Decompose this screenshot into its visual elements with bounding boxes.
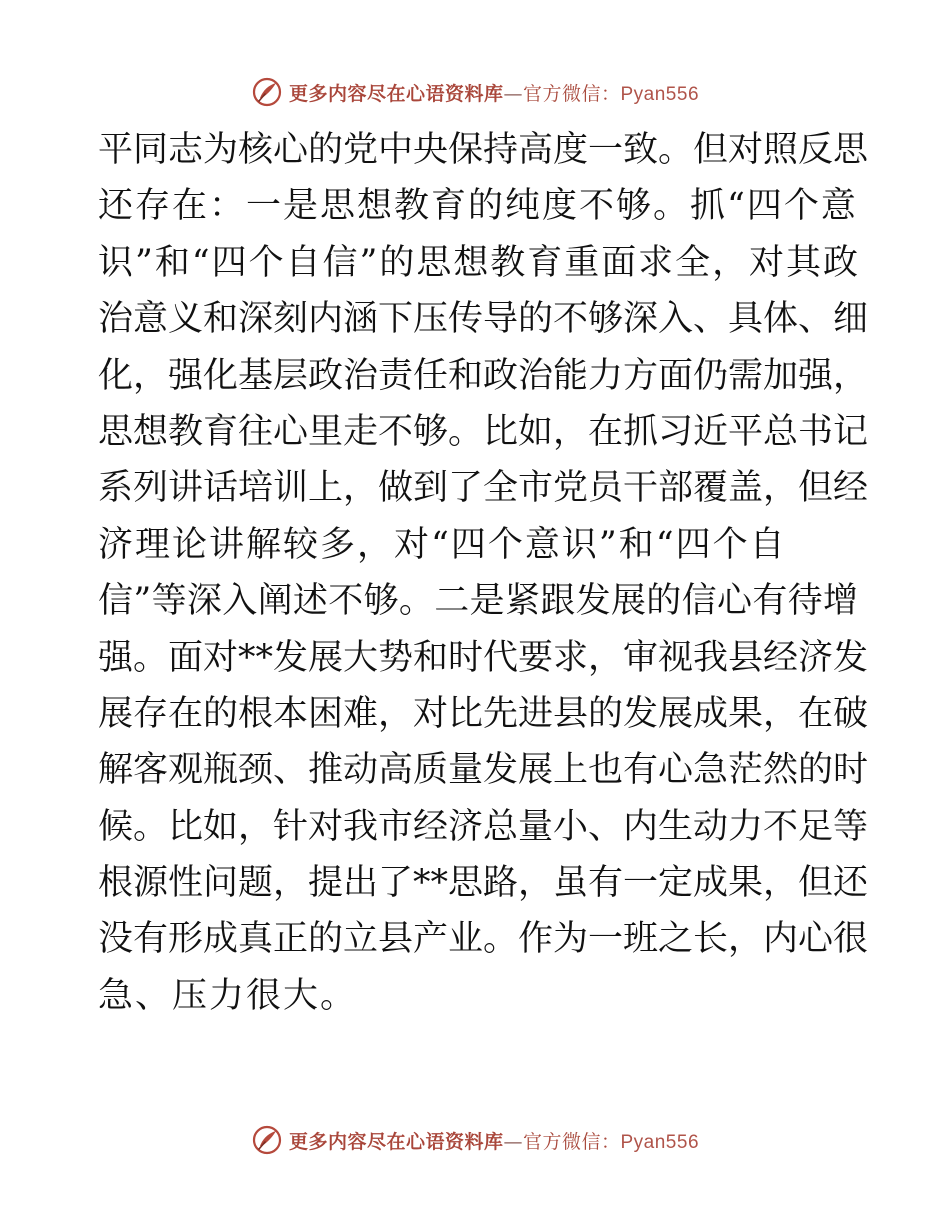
text-line: 根源性问题，提出了**思路，虽有一定成果，但还: [98, 863, 869, 904]
watermark-dash: —: [503, 82, 523, 105]
text-line: 展存在的根本困难，对比先进县的发展成果，在破: [98, 693, 869, 734]
footer-watermark: [0, 1120, 950, 1160]
text-line: 强。面对**发展大势和时代要求，审视我县经济发: [98, 637, 869, 678]
feather-pen-logo-icon: [251, 1124, 283, 1156]
text-line: 治意义和深刻内涵下压传导的不够深入、具体、细: [98, 299, 869, 340]
text-line: 急、压力很大。: [98, 975, 358, 1016]
watermark-dash: —: [503, 1130, 523, 1153]
text-line: 思想教育往心里走不够。比如，在抓习近平总书记: [98, 411, 869, 452]
watermark-text: [289, 1127, 699, 1154]
text-line: 候。比如，针对我市经济总量小、内生动力不足等: [98, 806, 869, 847]
text-line: 解客观瓶颈、推动高质量发展上也有心急茫然的时: [98, 750, 869, 791]
watermark-prefix: 更多内容尽在心语资料库: [288, 82, 504, 105]
watermark-text: [289, 79, 699, 106]
document-body: [98, 122, 869, 1024]
text-line: 信”等深入阐述不够。二是紧跟发展的信心有待增: [98, 581, 858, 622]
header-watermark: [0, 72, 950, 112]
watermark-prefix: 更多内容尽在心语资料库: [288, 1130, 504, 1153]
watermark-wechat-id: Pyan556: [620, 83, 700, 105]
text-line: 系列讲话培训上，做到了全市党员干部覆盖，但经: [98, 468, 869, 509]
text-line: 济理论讲解较多，对“四个意识”和“四个自: [98, 524, 787, 565]
watermark-label: 官方微信：: [522, 1130, 621, 1153]
text-line: 没有形成真正的立县产业。作为一班之长，内心很: [98, 919, 869, 960]
text-line: 识”和“四个自信”的思想教育重面求全，对其政: [98, 242, 858, 283]
feather-pen-logo-icon: [251, 76, 283, 108]
watermark-label: 官方微信：: [522, 82, 621, 105]
text-line: 化，强化基层政治责任和政治能力方面仍需加强，: [98, 355, 869, 396]
text-line: 还存在：一是思想教育的纯度不够。抓“四个意: [98, 186, 858, 227]
text-line: 平同志为核心的党中央保持高度一致。但对照反思: [98, 130, 869, 170]
watermark-wechat-id: Pyan556: [620, 1131, 700, 1153]
